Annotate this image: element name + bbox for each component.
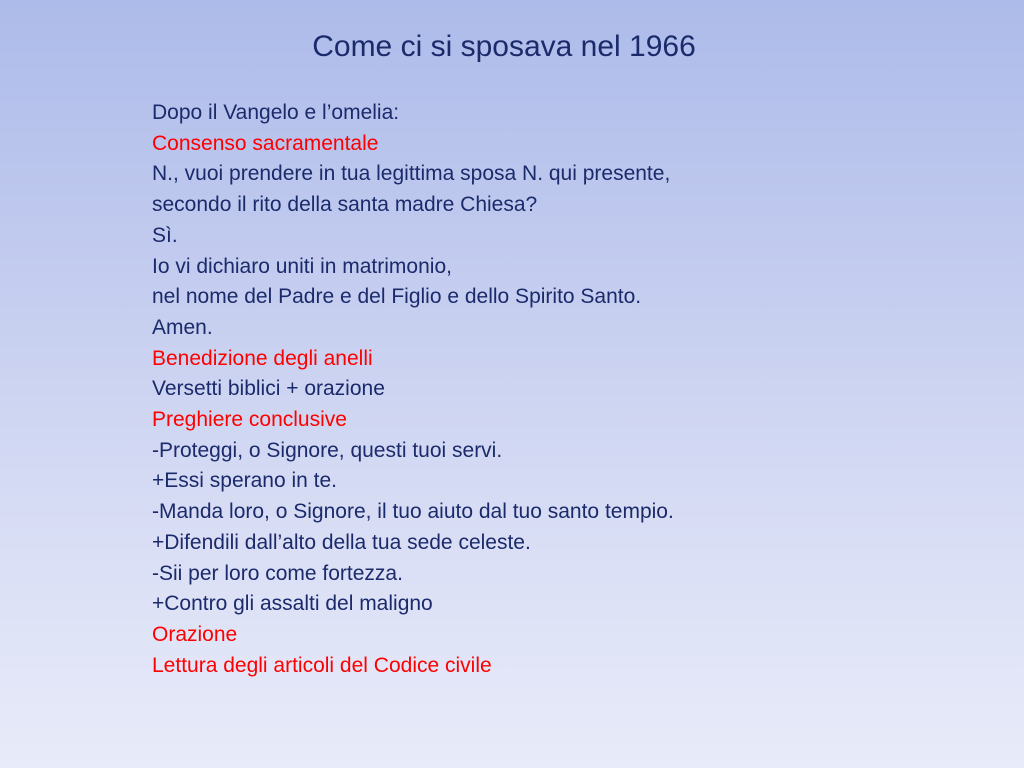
body-line: Io vi dichiaro uniti in matrimonio,: [152, 254, 452, 278]
body-line: Sì.: [152, 223, 178, 247]
section-heading: Orazione: [152, 622, 238, 646]
section-heading: Preghiere conclusive: [152, 408, 347, 432]
body-line: -Proteggi, o Signore, questi tuoi servi.: [152, 438, 503, 462]
body-line: Dopo il Vangelo e l’omelia:: [152, 101, 400, 124]
section-heading: Benedizione degli anelli: [152, 346, 373, 370]
body-line: +Difendili dall’alto della tua sede celeste.: [152, 530, 531, 554]
body-line: +Essi sperano in te.: [152, 469, 338, 493]
body-line: N., vuoi prendere in tua legittima sposa N. qui presente,: [152, 162, 671, 186]
body-line: -Manda loro, o Signore, il tuo aiuto dal tuo santo tempio.: [152, 500, 674, 524]
body-line: Versetti biblici + orazione: [152, 377, 385, 401]
slide-body: [152, 98, 674, 681]
section-heading: Consenso sacramentale: [152, 131, 379, 155]
slide-title: Come ci si sposava nel 1966: [312, 30, 696, 63]
body-line: +Contro gli assalti del maligno: [152, 592, 433, 616]
body-line: nel nome del Padre e del Figlio e dello Spirito Santo.: [152, 285, 642, 309]
body-line: secondo il rito della santa madre Chiesa?: [152, 193, 538, 217]
section-heading: Lettura degli articoli del Codice civile: [152, 653, 492, 677]
body-line: Amen.: [152, 315, 213, 339]
body-line: -Sii per loro come fortezza.: [152, 561, 403, 585]
